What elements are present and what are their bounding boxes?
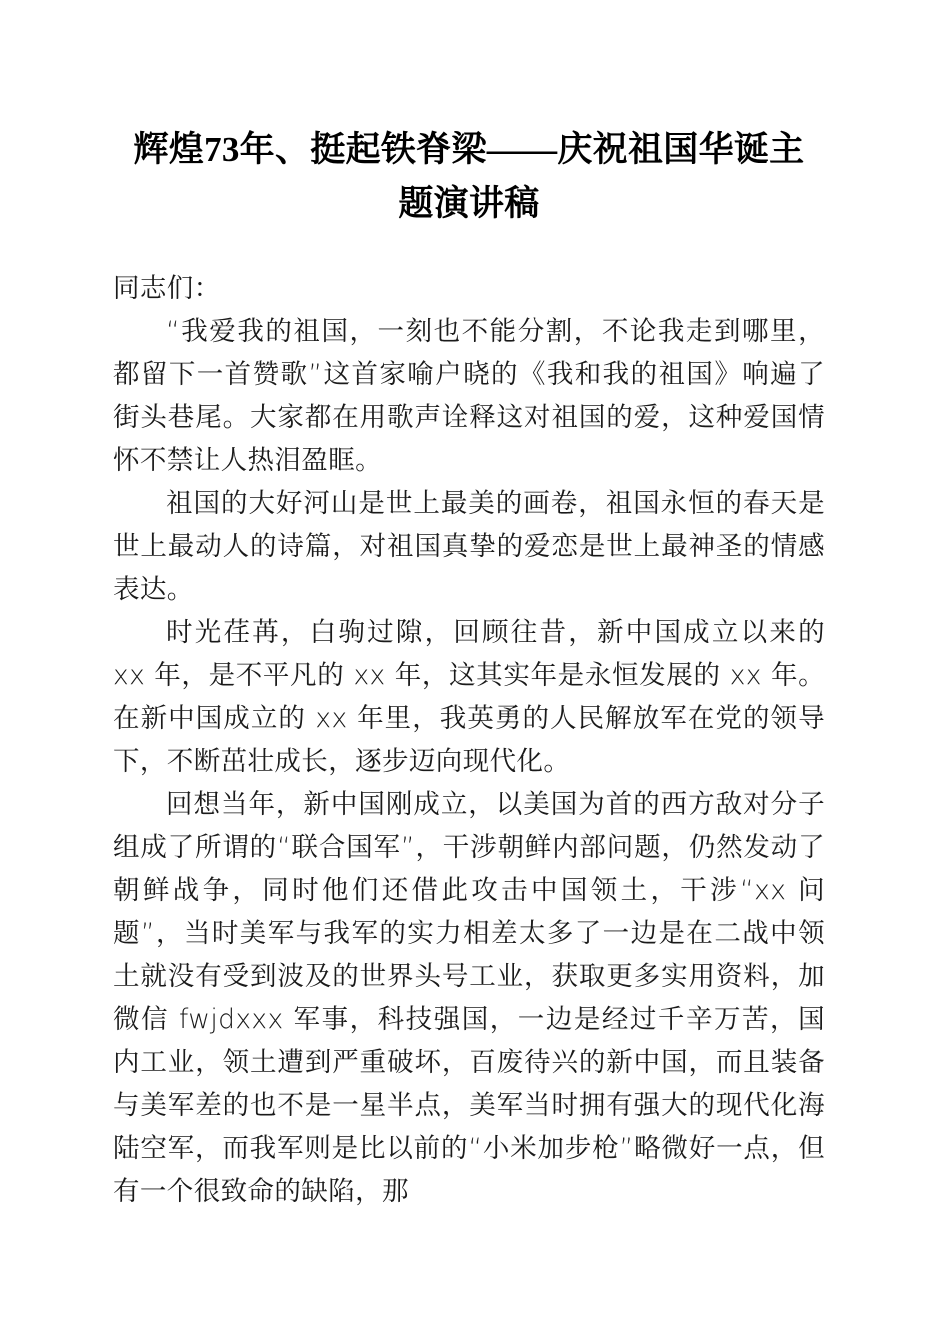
body-paragraph-3: 时光荏苒，白驹过隙，回顾往昔，新中国成立以来的 xx 年，是不平凡的 xx 年，这其实年是永恒发展的 xx 年。在新中国成立的 xx 年里，我英勇的人民解放军在党的领导下，不断茁壮成长，逐步迈向现代化。 <box>113 617 825 777</box>
body-paragraph-1: “我爱我的祖国，一刻也不能分割，不论我走到哪里，都留下一首赞歌”这首家喻户晓的《我和我的祖国》响遍了街头巷尾。大家都在用歌声诠释这对祖国的爱，这种爱国情怀不禁让人热泪盈眶。 <box>113 316 825 476</box>
document-body <box>113 231 825 1213</box>
page-title-line-1: 辉煌73年、挺起铁脊梁——庆祝祖国华诞主 <box>133 130 805 169</box>
page-title-line-2: 题演讲稿 <box>398 184 540 223</box>
salutation: 同志们： <box>113 273 221 304</box>
body-paragraph-4: 回想当年，新中国刚成立，以美国为首的西方敌对分子组成了所谓的“联合国军”，干涉朝鲜内部问题，仍然发动了朝鲜战争，同时他们还借此攻击中国领土，干涉“xx 问题”，当时美军与我军的实力相差太多了一边是在二战中领土就没有受到波及的世界头号工业，获取更多实用资料，加微信 fwjdxxx 军事，科技强国，一边是经过千辛万苦，国内工业，领土遭到严重破坏，百废待兴的新中国，而且装备与美军差的也不是一星半点，美军当时拥有强大的现代化海陆空军，而我军则是比以前的“小米加步枪”略微好一点，但有一个很致命的缺陷，那 <box>113 789 825 1207</box>
page-title <box>113 0 825 231</box>
page-text-column <box>113 0 825 1213</box>
body-paragraph-2: 祖国的大好河山是世上最美的画卷，祖国永恒的春天是世上最动人的诗篇，对祖国真挚的爱恋是世上最神圣的情感表达。 <box>113 488 825 605</box>
